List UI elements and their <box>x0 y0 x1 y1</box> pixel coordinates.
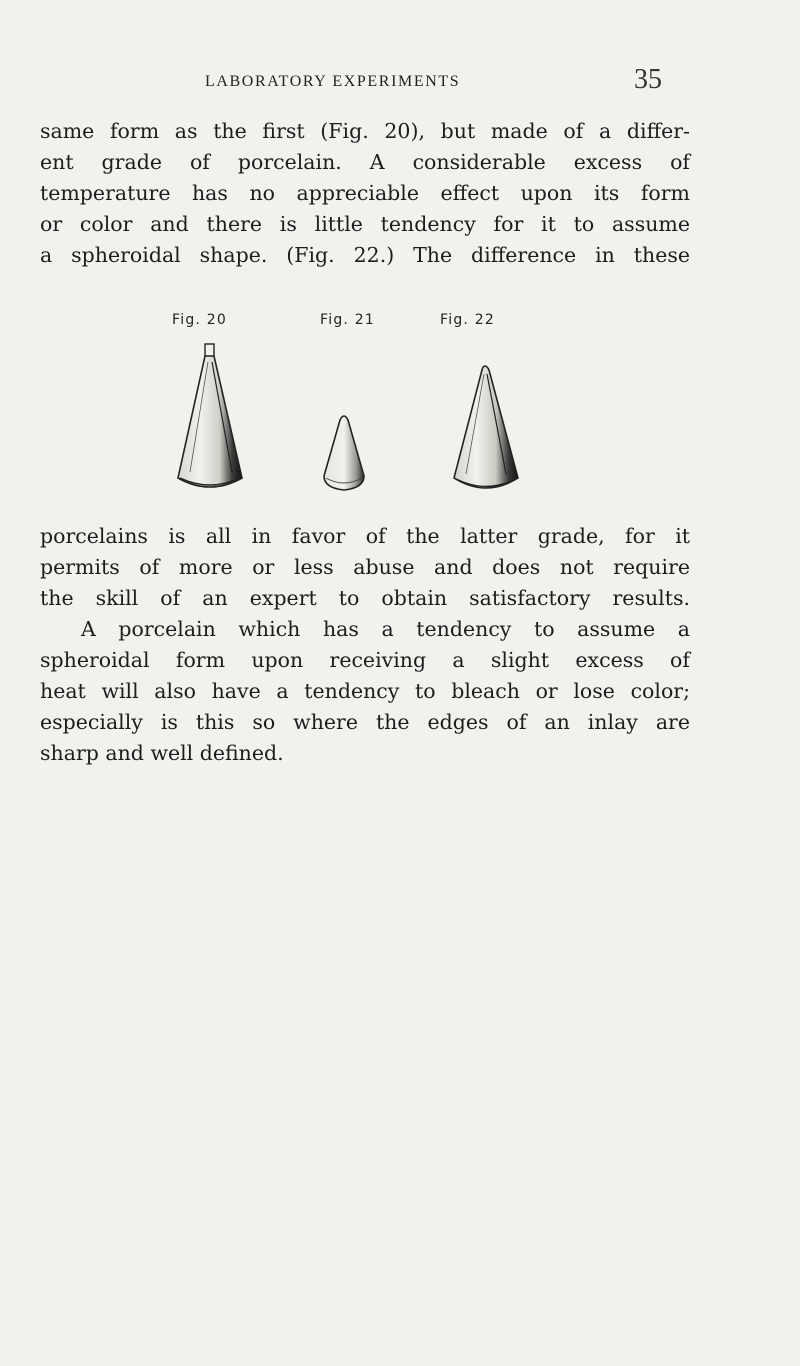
paragraph-bottom <box>40 521 690 769</box>
running-head: LABORATORY EXPERIMENTS <box>205 73 461 90</box>
text-line: spheroidal form upon receiving a slight excess of <box>40 648 690 672</box>
fig-21-caption: Fig. 21 <box>320 312 375 328</box>
text-line: sharp and well defined. <box>40 741 284 765</box>
text-line: same form as the first (Fig. 20), but made of a differ- <box>40 119 690 143</box>
text-line: a spheroidal shape. (Fig. 22.) The difference in these <box>40 243 690 267</box>
fig-20-caption: Fig. 20 <box>172 312 227 328</box>
text-line: ent grade of porcelain. A considerable excess of <box>40 150 690 174</box>
text-line: permits of more or less abuse and does not require <box>40 555 690 579</box>
text-line: the skill of an expert to obtain satisfactory results. <box>40 586 690 610</box>
page-number: 35 <box>634 64 662 95</box>
text-line: or color and there is little tendency for it to assume <box>40 212 690 236</box>
text-line: A porcelain which has a tendency to assume a <box>81 617 690 641</box>
fig-22-caption: Fig. 22 <box>440 312 495 328</box>
fig-21-cone-illustration <box>320 410 370 500</box>
text-line: porcelains is all in favor of the latter grade, for it <box>40 524 690 548</box>
text-line: temperature has no appreciable effect upon its form <box>40 181 690 205</box>
text-line: heat will also have a tendency to bleach or lose color; <box>40 679 690 703</box>
text-line: especially is this so where the edges of an inlay are <box>40 710 690 734</box>
fig-22-cone-illustration <box>446 362 526 502</box>
paragraph-top <box>40 116 690 271</box>
fig-20-cone-illustration <box>170 340 250 500</box>
